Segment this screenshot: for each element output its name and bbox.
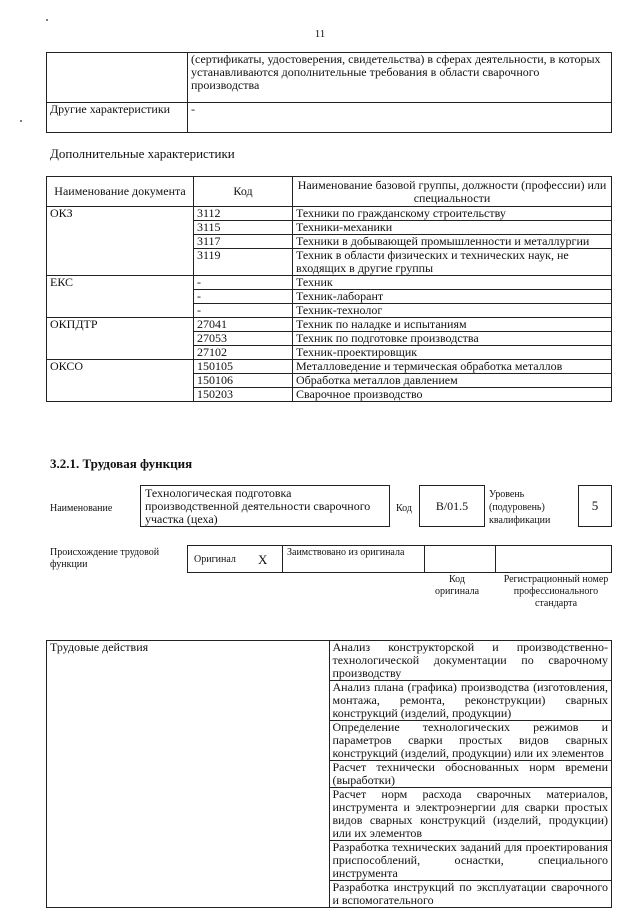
labor-action-item: Определение технологических режимов и параметров сварки простых видов сварных конструкций (изделий, продукции) или их элементов	[329, 721, 612, 761]
table-row	[47, 53, 612, 103]
name-cell: Техник в области физических и технических наук, не входящих в другие группы	[293, 249, 612, 276]
code-cell: 27102	[194, 346, 293, 360]
code-box	[419, 485, 485, 527]
function-name-box	[140, 485, 390, 527]
level-value: 5	[591, 498, 599, 513]
doc-cell: ОКСО	[47, 360, 194, 402]
code-cell: 150106	[194, 374, 293, 388]
header-cell: Код	[194, 177, 293, 207]
labor-action-item: Анализ плана (графика) производства (изготовления, монтажа, ремонта, реконструкции) сварных конструкций (изделий, продукции)	[329, 681, 612, 721]
doc-cell: ЕКС	[47, 276, 194, 318]
header-cell: Наименование документа	[47, 177, 194, 207]
name-cell: Техник-проектировщик	[293, 346, 612, 360]
table-row	[47, 103, 612, 133]
reg-number-cell	[495, 545, 612, 573]
origin-code-cell	[424, 545, 496, 573]
name-cell: Обработка металлов давлением	[293, 374, 612, 388]
section-title: 3.2.1. Трудовая функция	[50, 456, 193, 471]
code-value: В/01.5	[435, 498, 469, 513]
table-row	[47, 641, 612, 681]
level-box	[578, 485, 612, 527]
function-name: Технологическая подготовка производственной деятельности сварочного участка (цеха)	[145, 486, 371, 526]
origin-code-caption: Код оригинала	[434, 574, 480, 597]
origin-label: Происхождение трудовой функции	[50, 547, 160, 570]
name-cell: Техник-лаборант	[293, 290, 612, 304]
original-cell	[187, 545, 283, 573]
name-cell: Металловедение и термическая обработка металлов	[293, 360, 612, 374]
name-label: Наименование	[50, 503, 113, 514]
row-value: (сертификаты, удостоверения, свидетельства) в сферах деятельности, в которых устанавливаются дополнительные требования в области сварочного производства	[188, 53, 612, 103]
code-cell: 27041	[194, 318, 293, 332]
scan-speck	[46, 19, 48, 21]
code-cell: -	[194, 304, 293, 318]
table-row	[47, 276, 612, 290]
header-cell: Наименование базовой группы, должности (профессии) или специальности	[293, 177, 612, 207]
borrowed-label: Заимствовано из оригинала	[287, 547, 405, 558]
page-number: 11	[314, 28, 326, 40]
scan-speck	[20, 120, 22, 122]
labor-action-item: Разработка инструкций по эксплуатации сварочного и вспомогательного	[329, 881, 612, 908]
table-header-row	[47, 177, 612, 207]
code-cell: 3112	[194, 207, 293, 221]
additional-characteristics-table	[46, 176, 612, 402]
name-cell: Техник по подготовке производства	[293, 332, 612, 346]
table-row	[47, 318, 612, 332]
code-cell: 3119	[194, 249, 293, 276]
reg-number-caption: Регистрационный номер профессионального стандарта	[503, 574, 609, 609]
code-cell: 27053	[194, 332, 293, 346]
code-cell: -	[194, 276, 293, 290]
doc-cell: ОКЗ	[47, 207, 194, 276]
row-value: -	[188, 103, 612, 133]
labor-action-item: Разработка технических заданий для проектирования приспособлений, оснастки, специального инструмента	[329, 841, 612, 881]
code-cell: 3117	[194, 235, 293, 249]
origin-row	[187, 545, 612, 573]
qualification-table-continued	[46, 52, 612, 133]
row-label: Другие характеристики	[47, 103, 188, 133]
name-cell: Техник по наладке и испытаниям	[293, 318, 612, 332]
code-label: Код	[396, 503, 412, 514]
code-cell: 150203	[194, 388, 293, 402]
additional-heading: Дополнительные характеристики	[50, 146, 235, 161]
code-cell: 150105	[194, 360, 293, 374]
name-cell: Техники в добывающей промышленности и металлургии	[293, 235, 612, 249]
name-cell: Сварочное производство	[293, 388, 612, 402]
table-row	[47, 360, 612, 374]
doc-cell: ОКПДТР	[47, 318, 194, 360]
name-cell: Техники-механики	[293, 221, 612, 235]
name-cell: Техники по гражданскому строительству	[293, 207, 612, 221]
code-cell: -	[194, 290, 293, 304]
table-row	[47, 207, 612, 221]
row-label	[47, 53, 188, 103]
name-cell: Техник	[293, 276, 612, 290]
level-label: Уровень (подуровень) квалификации	[489, 489, 551, 526]
code-cell: 3115	[194, 221, 293, 235]
labor-actions-table	[46, 640, 612, 908]
name-cell: Техник-технолог	[293, 304, 612, 318]
labor-actions-label: Трудовые действия	[47, 641, 330, 908]
labor-action-item: Расчет технически обоснованных норм времени (выработки)	[329, 761, 612, 788]
original-mark: X	[258, 552, 268, 567]
original-label: Оригинал	[194, 554, 236, 565]
labor-action-item: Расчет норм расхода сварочных материалов, инструмента и электроэнергии для сварки простых видов сварных конструкций (изделий, продукции) или их элементов	[329, 788, 612, 841]
borrowed-cell	[282, 545, 425, 573]
labor-action-item: Анализ конструкторской и производственно-технологической документации по сварочному производству	[329, 641, 612, 681]
